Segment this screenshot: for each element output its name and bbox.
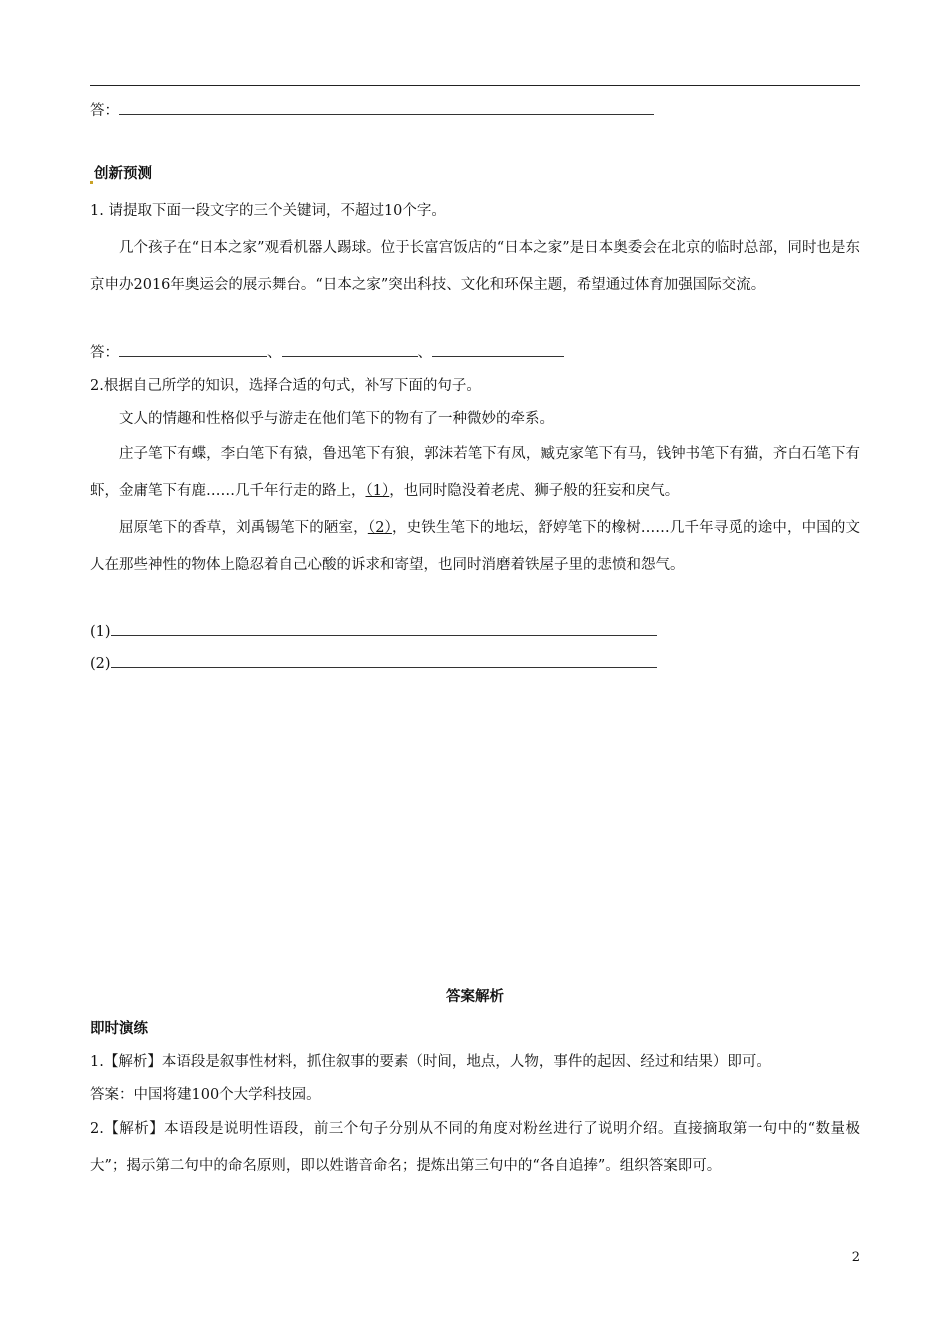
answer-1-result: 答案：中国将建100个大学科技园。 [90,1087,321,1103]
fill-line-2: (2) [90,653,657,674]
q2-paragraph-1: 庄子笔下有蝶，李白笔下有猿，鲁迅笔下有狼，郭沫若笔下有凤，臧克家笔下有马，钱钟书笔下有猫，齐白石笔下有虾，金庸笔下有鹿……几千年行走的路上，（1），也同时隐没着老虎、狮子般的狂妄和戾气。 [90,446,860,499]
section-title: 创新预测 [90,164,152,184]
q1-passage: 几个孩子在“日本之家”观看机器人踢球。位于长富宫饭店的“日本之家”是日本奥委会在北京的临时总部，同时也是东京申办2016年奥运会的展示舞台。“日本之家”突出科技、文化和环保主题，希望通过体育加强国际交流。 [90,240,860,293]
q2-paragraph-2: 屈原笔下的香草，刘禹锡笔下的陋室，（2），史铁生笔下的地坛，舒婷笔下的橡树……几千年寻觅的途中，中国的文人在那些神性的物体上隐忍着自己心酸的诉求和寄望，也同时消磨着铁屋子里的悲愤和怨气。 [90,520,861,573]
blank-1-marker: （1） [365,483,390,499]
answer-2: 2.【解析】本语段是说明性语段，前三个句子分别从不同的角度对粉丝进行了说明介绍。直接摘取第一句中的“数量极大”；揭示第二句中的命名原则，即以姓谐音命名；提炼出第三句中的“各自追捧”。组织答案即可。 [90,1121,860,1174]
fill-line-1: (1) [90,621,657,642]
header-rule [90,85,860,86]
keyword-blank-3[interactable] [432,342,564,357]
marker-dot [90,181,93,184]
answer-blank[interactable] [119,100,654,115]
blank-2-marker: （2） [367,520,392,536]
keyword-blank-2[interactable] [282,342,418,357]
q2-prompt: 2.根据自己所学的知识，选择合适的句式，补写下面的句子。 [90,378,481,394]
page-number: 2 [851,1250,860,1265]
keyword-blank-1[interactable] [119,342,267,357]
top-answer-line [90,100,654,121]
q1-answer-line: 答： 、 、 [90,342,564,363]
answers-title: 答案解析 [446,989,504,1005]
q2-intro: 文人的情趣和性格似乎与游走在他们笔下的物有了一种微妙的牵系。 [119,411,554,427]
answers-subtitle: 即时演练 [90,1021,148,1037]
fill-blank-2[interactable] [111,653,657,668]
answer-1: 1.【解析】本语段是叙事性材料，抓住叙事的要素（时间，地点，人物，事件的起因、经过和结果）即可。 [90,1054,771,1070]
answer-label: 答： [90,103,119,119]
fill-blank-1[interactable] [111,621,657,636]
q1-prompt: 1. 请提取下面一段文字的三个关键词，不超过10个字。 [90,203,446,219]
